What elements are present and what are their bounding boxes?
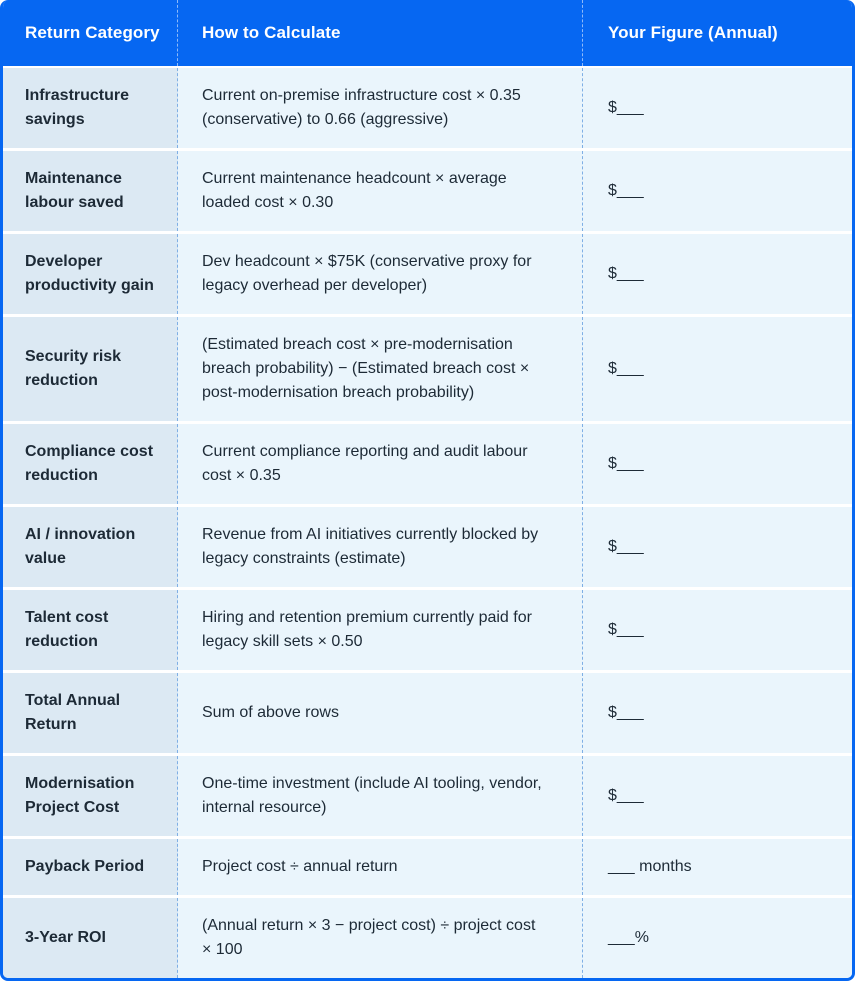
figure-cell: ___ months [583,839,852,895]
category-cell: AI / innovation value [3,507,178,587]
figure-cell: $___ [583,756,852,836]
table-row [3,314,852,421]
table-row [3,421,852,504]
table-row [3,504,852,587]
figure-cell: $___ [583,68,852,148]
category-cell: Payback Period [3,839,178,895]
table-row [3,66,852,148]
figure-cell: $___ [583,590,852,670]
calculation-cell: Project cost ÷ annual return [178,839,583,895]
category-cell: Compliance cost reduction [3,424,178,504]
category-cell: Infrastructure savings [3,68,178,148]
figure-cell: $___ [583,424,852,504]
calculation-cell: Hiring and retention premium currently paid for legacy skill sets × 0.50 [178,590,583,670]
calculation-cell: (Estimated breach cost × pre-modernisation breach probability) − (Estimated breach cost × post-modernisation breach probability) [178,317,583,421]
category-cell: Modernisation Project Cost [3,756,178,836]
figure-cell: $___ [583,507,852,587]
category-cell: Maintenance labour saved [3,151,178,231]
category-cell: Total Annual Return [3,673,178,753]
column-header-your-figure-annual: Your Figure (Annual) [608,23,778,42]
category-cell: Talent cost reduction [3,590,178,670]
calculation-cell: One-time investment (include AI tooling, vendor, internal resource) [178,756,583,836]
figure-cell: $___ [583,317,852,421]
calculation-cell: Current compliance reporting and audit labour cost × 0.35 [178,424,583,504]
table-body [3,66,852,978]
table-row [3,587,852,670]
figure-cell: $___ [583,151,852,231]
calculation-cell: Revenue from AI initiatives currently blocked by legacy constraints (estimate) [178,507,583,587]
table-row [3,895,852,978]
calculation-cell: Sum of above rows [178,673,583,753]
table-row [3,231,852,314]
calculation-cell: Current on-premise infrastructure cost × 0.35 (conservative) to 0.66 (aggressive) [178,68,583,148]
category-cell: 3-Year ROI [3,898,178,978]
figure-cell: ___% [583,898,852,978]
calculation-cell: Dev headcount × $75K (conservative proxy for legacy overhead per developer) [178,234,583,314]
calculation-cell: (Annual return × 3 − project cost) ÷ project cost × 100 [178,898,583,978]
figure-cell: $___ [583,234,852,314]
table-row [3,670,852,753]
calculation-cell: Current maintenance headcount × average loaded cost × 0.30 [178,151,583,231]
table-row [3,753,852,836]
category-cell: Security risk reduction [3,317,178,421]
column-header-return-category: Return Category [3,0,178,66]
table-row [3,148,852,231]
category-cell: Developer productivity gain [3,234,178,314]
table-header-row [3,0,852,66]
table-row [3,836,852,895]
column-header-how-to-calculate: How to Calculate [178,0,583,66]
figure-cell: $___ [583,673,852,753]
